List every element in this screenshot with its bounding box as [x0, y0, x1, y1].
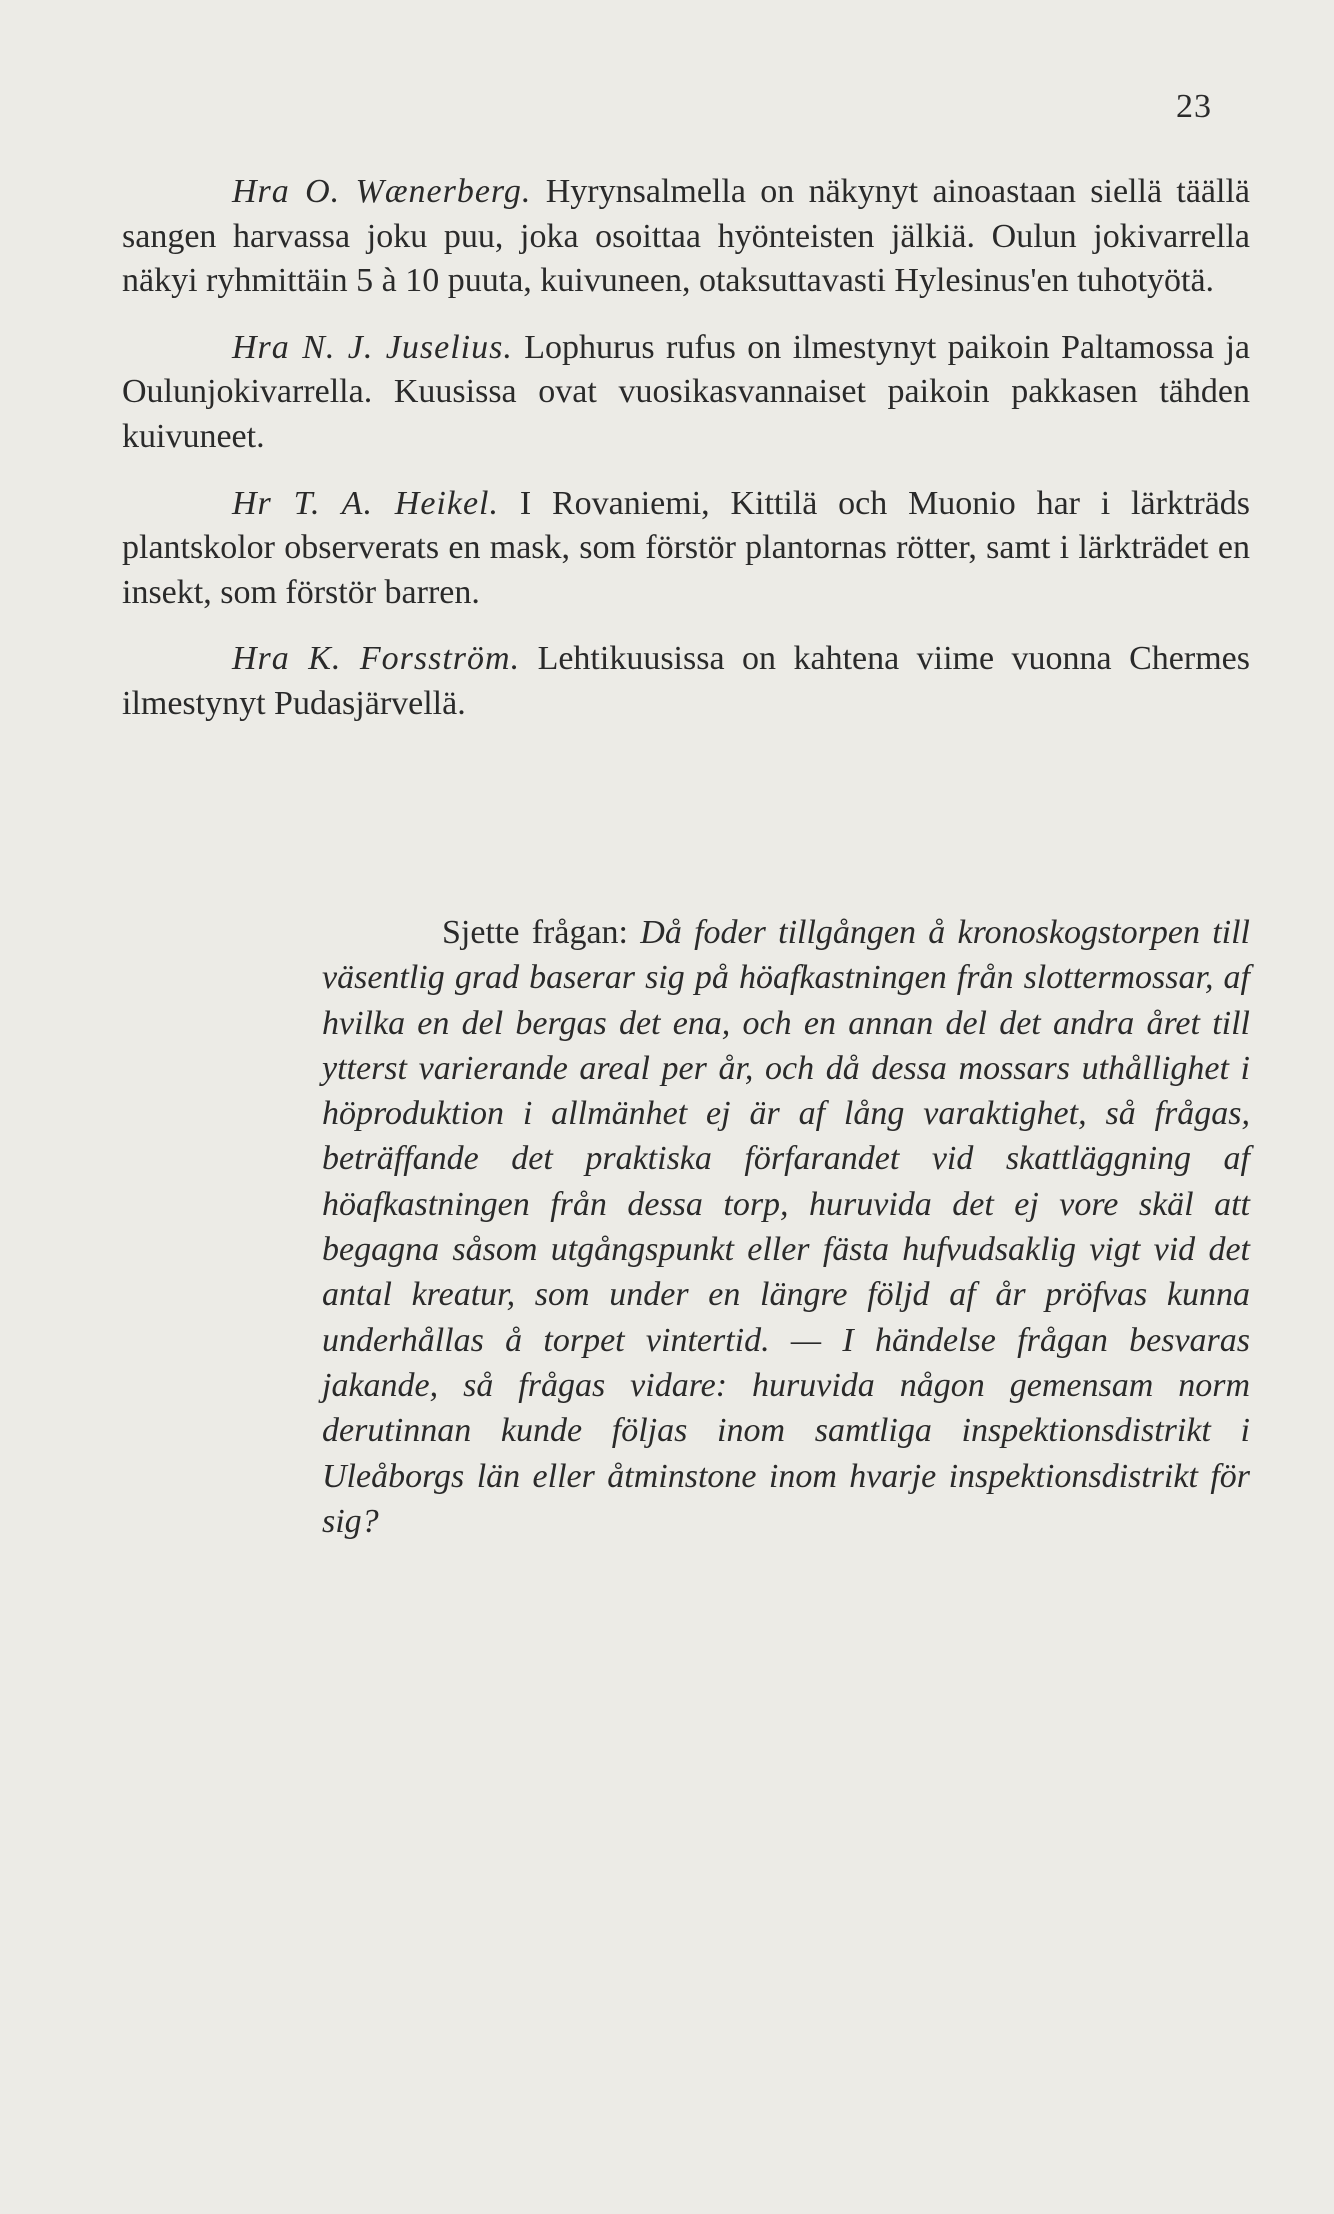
- report-text: Lehtikuusissa on kahtena viime vuonna Chermes ilmestynyt Pudasjärvellä.: [122, 640, 1250, 722]
- report-paragraph: [122, 482, 1250, 616]
- question-section: [322, 910, 1250, 1544]
- report-text: Hyrynsalmella on näkynyt ainoastaan siellä täällä sangen harvassa joku puu, joka osoittaa hyönteisten jälkiä. Oulun jokivarrella näkyi ryhmittäin 5 à 10 puuta, kuivuneen, otaksuttavasti Hylesinus'en tuhotyötä.: [122, 173, 1250, 300]
- reports-section: [122, 170, 1250, 749]
- question-label: Sjette frågan:: [442, 914, 628, 951]
- report-paragraph: [122, 637, 1250, 726]
- report-paragraph: [122, 170, 1250, 304]
- report-text: I Rovaniemi, Kittilä och Muonio har i lärkträds plantskolor observerats en mask, som förstör plantornas rötter, samt i lärkträdet en insekt, som förstör barren.: [122, 484, 1251, 611]
- report-sender: Hra N. J. Juselius.: [232, 328, 513, 366]
- report-sender: Hr T. A. Heikel.: [232, 484, 499, 522]
- report-sender: Hra O. Wænerberg.: [232, 173, 532, 210]
- report-text: Lophurus rufus on ilmestynyt paikoin Paltamossa ja Oulunjokivarrella. Kuusissa ovat vuosikasvannaiset paikoin pakkasen tähden kuivuneet.: [122, 328, 1251, 455]
- page-number: 23: [1176, 88, 1212, 125]
- question-paragraph: [322, 910, 1250, 1544]
- report-paragraph: [122, 326, 1250, 460]
- question-text: Då foder tillgången å kronoskogstorpen till väsentlig grad baserar sig på höafkastningen från slottermossar, af hvilka en del bergas det ena, och en annan del det andra året till ytterst varierande areal per år, och då dessa mossars uthållighet i höproduktion i allmänhet ej är af lång varaktighet, så frågas, beträffande det praktiska förfarandet vid skattläggning af höafkastningen från dessa torp, huruvida det ej vore skäl att begagna såsom utgångspunkt eller fästa hufvudsaklig vigt vid det antal kreatur, som under en längre följd af år pröfvas kunna underhållas å torpet vintertid. — I händelse frågan besvaras jakande, så frågas vidare: huruvida någon gemensam norm derutinnan kunde följas inom samtliga inspektionsdistrikt i Uleåborgs län eller åtminstone inom hvarje inspektionsdistrikt för sig?: [322, 914, 1251, 1540]
- report-sender: Hra K. Forsström.: [232, 640, 521, 678]
